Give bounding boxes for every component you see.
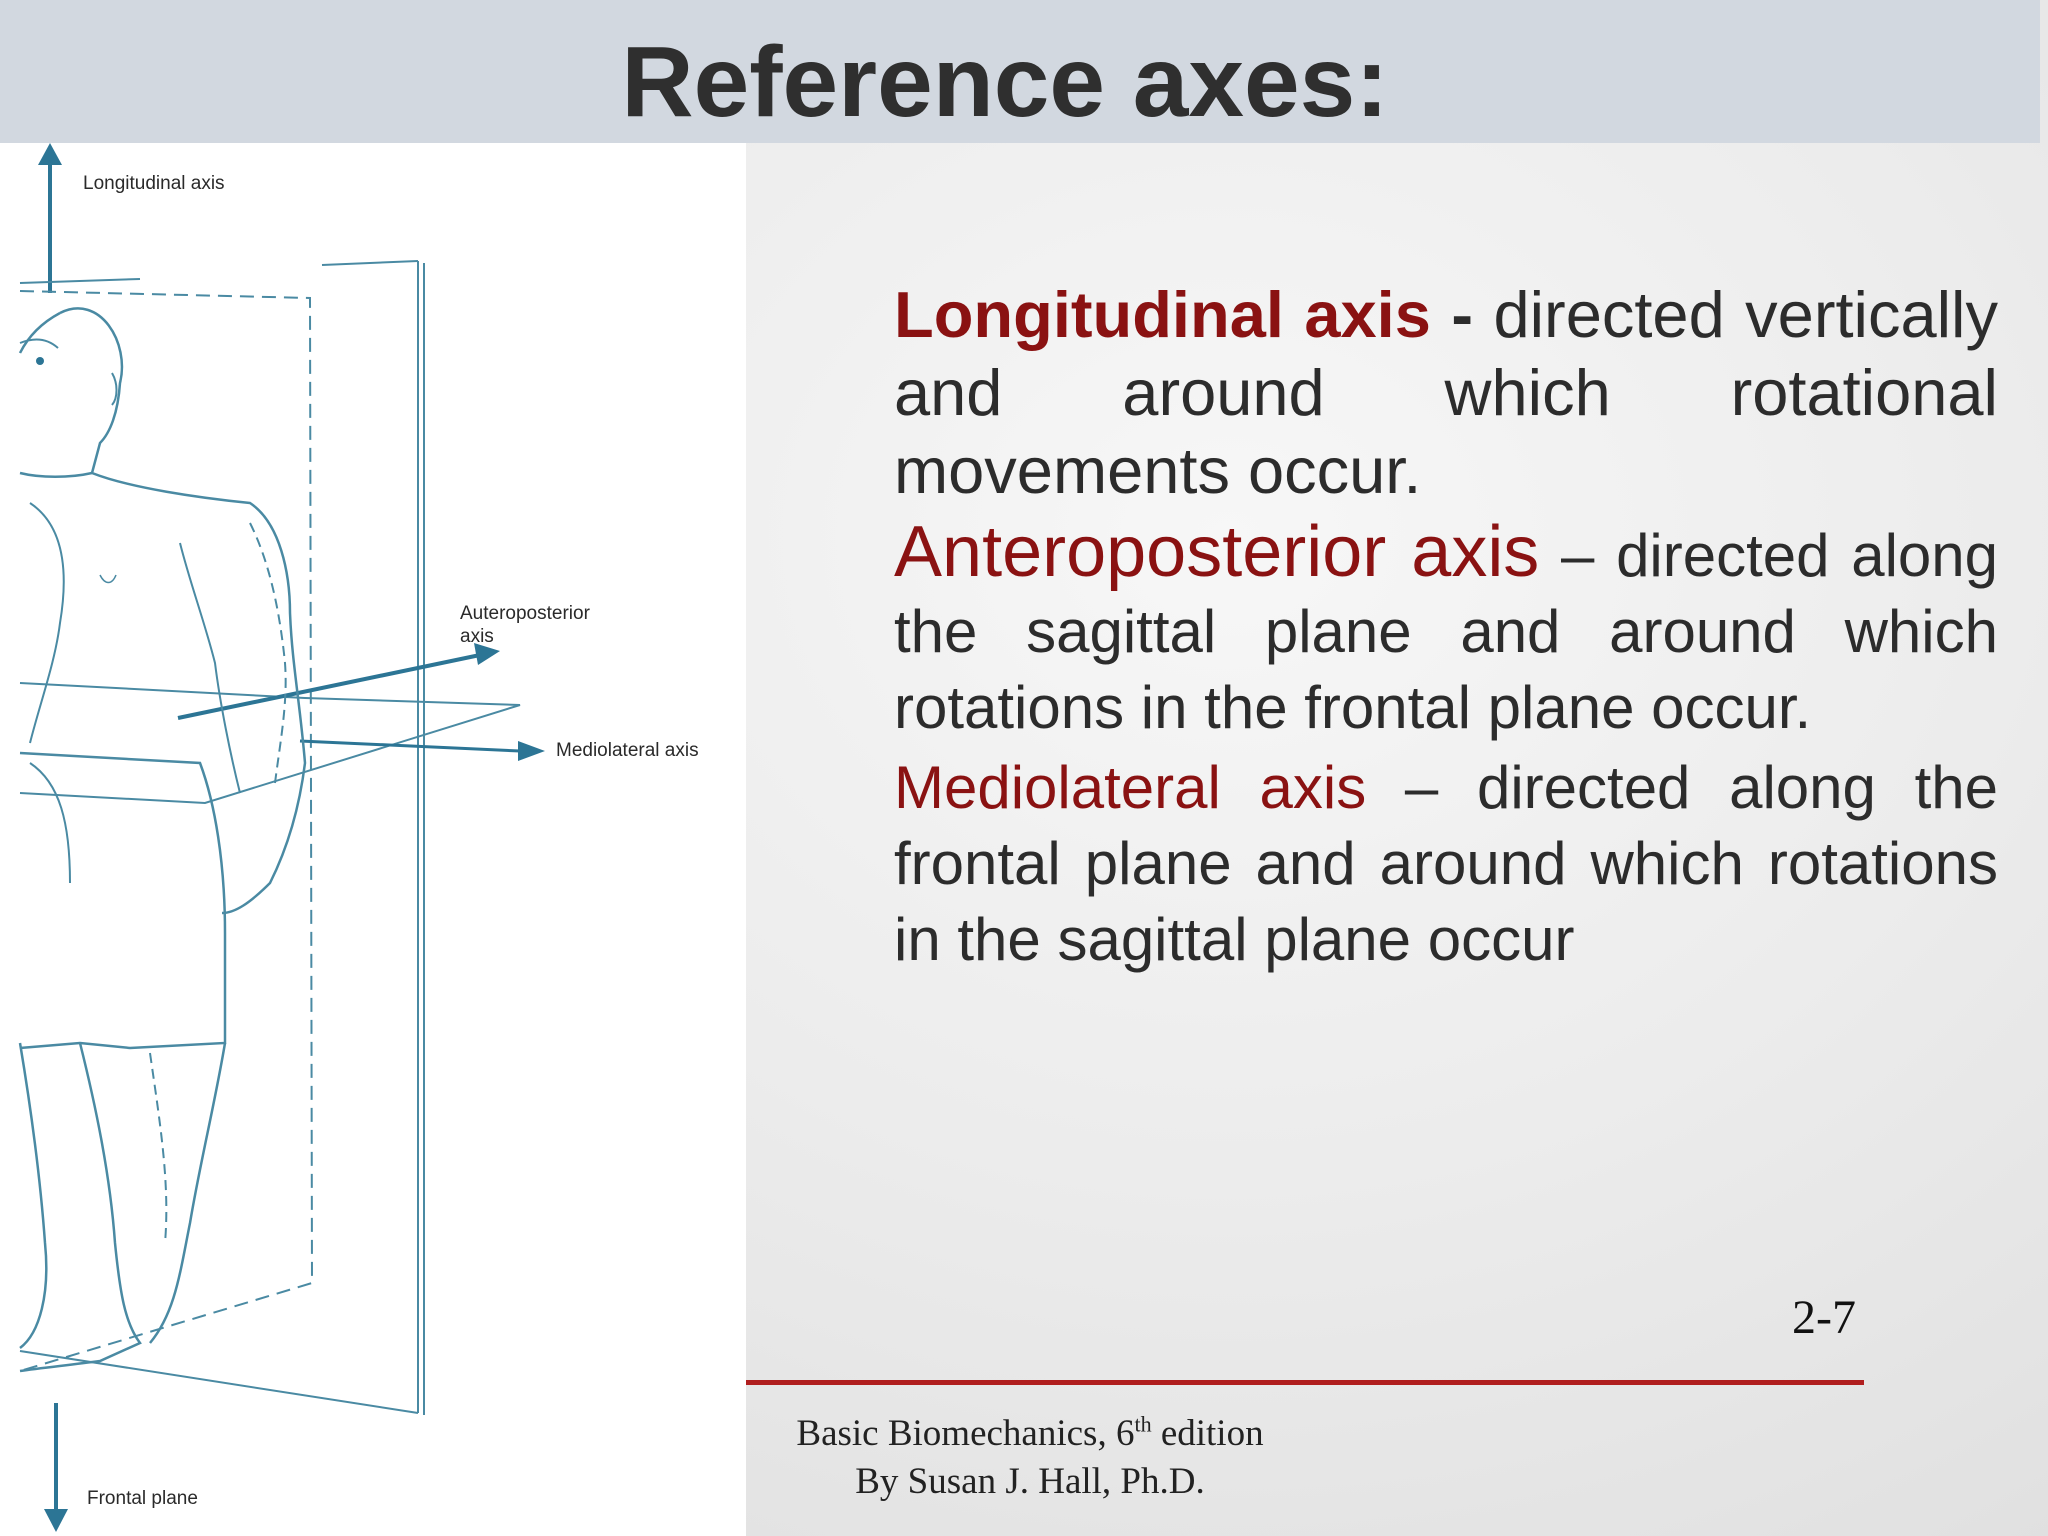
- citation-ordinal-suffix: th: [1134, 1411, 1152, 1437]
- body-planes-diagram: [0, 143, 746, 1536]
- citation-edition: edition: [1151, 1413, 1264, 1454]
- citation: [760, 1410, 1300, 1506]
- slide-title: Reference axes:: [621, 26, 1389, 138]
- citation-line-1: [760, 1410, 1300, 1458]
- term-longitudinal-axis: Longitudinal axis: [894, 278, 1431, 351]
- citation-author: By Susan J. Hall, Ph.D.: [855, 1461, 1205, 1502]
- longitudinal-axis-label: Longitudinal axis: [83, 173, 225, 194]
- definition-text: directed along the frontal plane and around which rotations in the sagittal plane occur: [894, 754, 1998, 973]
- frontal-plane-label: Frontal plane: [87, 1488, 198, 1509]
- definition-text: directed vertically and around which rotational movements occur.: [894, 278, 1998, 507]
- term-mediolateral-axis: Mediolateral axis: [894, 754, 1367, 821]
- anteroposterior-axis-label-line2: axis: [460, 626, 494, 647]
- slide-body: [894, 276, 1998, 978]
- longitudinal-axis-definition: [894, 276, 1998, 510]
- definition-text: directed along the sagittal plane and around which rotations in the frontal plane occur.: [894, 522, 1999, 741]
- footer-divider: [746, 1380, 1864, 1385]
- citation-book-title: Basic Biomechanics, 6: [796, 1413, 1135, 1454]
- term-anteroposterior-axis: Anteroposterior axis: [894, 512, 1540, 592]
- mediolateral-axis-label: Mediolateral axis: [556, 740, 699, 761]
- anteroposterior-axis-label-line1: Auteroposterior: [460, 603, 590, 624]
- anteroposterior-axis-definition: [894, 514, 1998, 746]
- separator-dash: –: [1404, 754, 1439, 821]
- separator-dash: -: [1451, 278, 1473, 351]
- title-bar: [0, 0, 2040, 143]
- mediolateral-axis-definition: [894, 750, 1998, 978]
- slide-number: 2-7: [1792, 1291, 1856, 1344]
- separator-dash: –: [1561, 522, 1595, 589]
- anatomy-figure: [0, 143, 746, 1536]
